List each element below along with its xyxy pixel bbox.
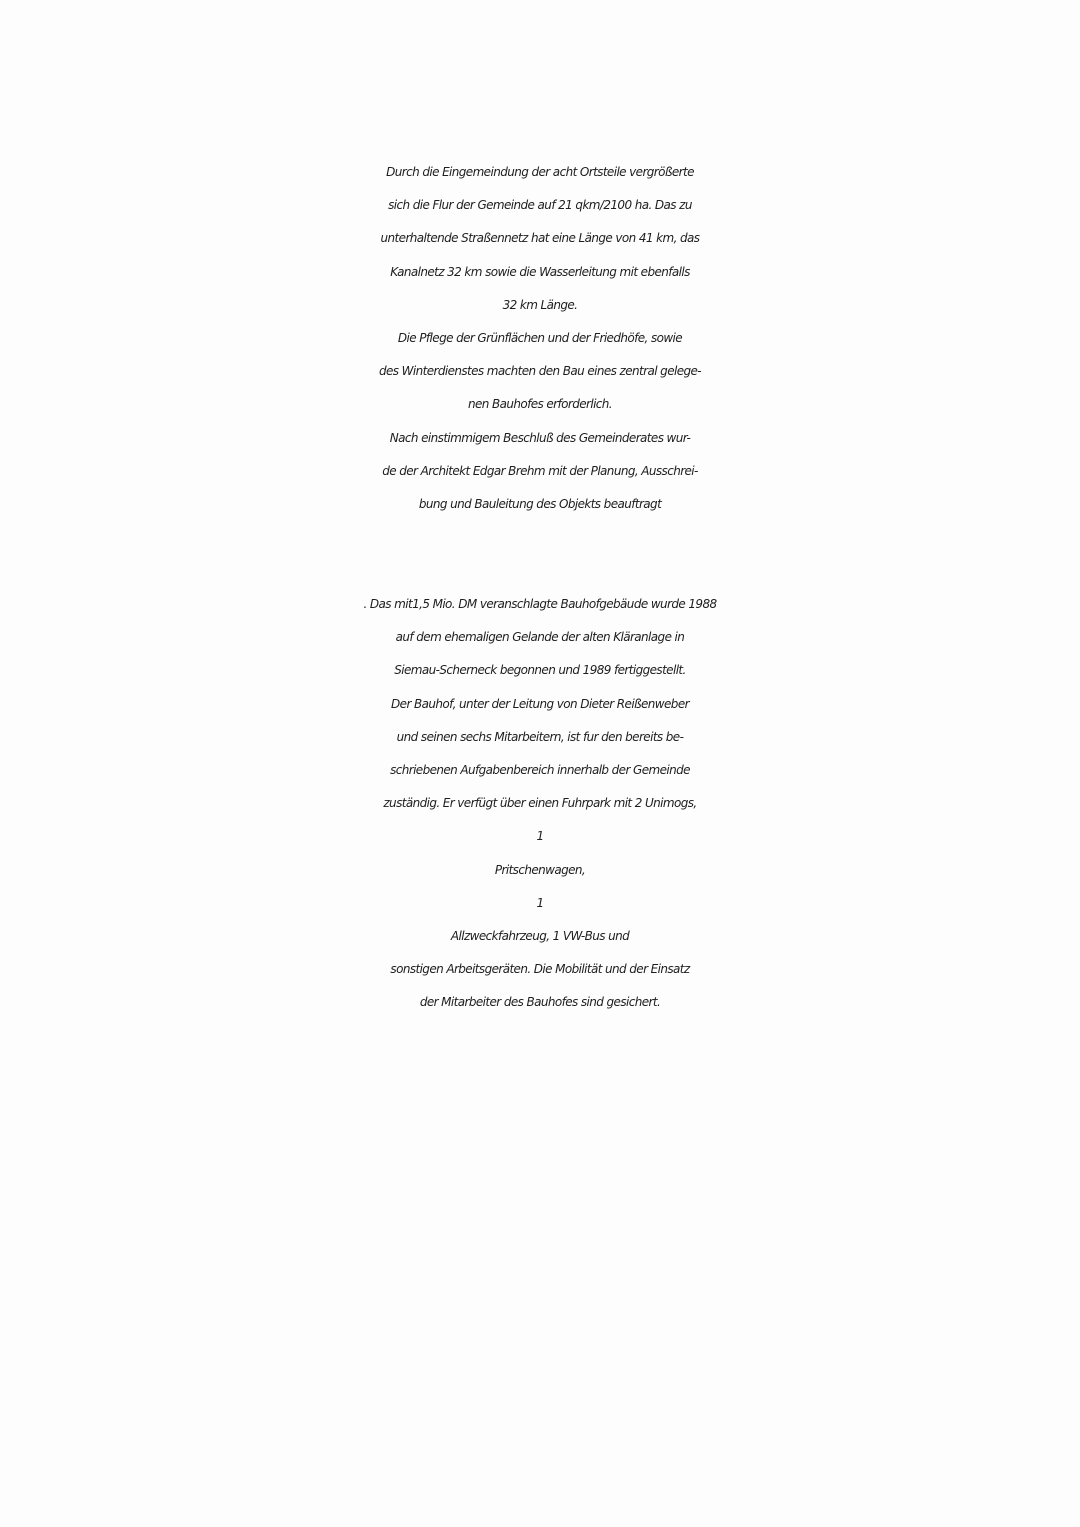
text-line: des Winterdienstes machten den Bau eines zentral gelege- [378,364,702,379]
text-line: . Das mit1,5 Mio. DM veranschlagte Bauhofgebäude wurde 1988 [363,597,717,611]
text-line: bung und Bauleitung des Objekts beauftragt [418,496,662,511]
text-line: Allzweckfahrzeug, 1 VW-Bus und [450,928,630,943]
text-line: nen Bauhofes erforderlich. [467,397,613,412]
text-line: Die Pflege der Grünflächen und der Friedhöfe, sowie [397,330,683,345]
text-line: sonstigen Arbeitsgeräten. Die Mobilität und der Einsatz [390,962,690,977]
text-line: sich die Flur der Gemeinde auf 21 qkm/2100 ha. Das zu [388,198,692,213]
text-line: 32 km Länge. [502,297,578,312]
text-line: zuständig. Er verfügt über einen Fuhrpark mit 2 Unimogs, [383,796,697,811]
text-line: 1 [536,829,544,844]
text-line: schriebenen Aufgabenbereich innerhalb der Gemeinde [390,762,690,777]
text-line: Der Bauhof, unter der Leitung von Dieter Reißenweber [391,696,689,711]
text-line: unterhaltende Straßennetz hat eine Länge von 41 km, das [380,231,700,246]
text-line: Pritschenwagen, [494,862,586,877]
paragraph-block-2 [0,588,1080,1019]
text-line: Durch die Eingemeindung der acht Ortsteile vergrößerte [386,165,694,179]
text-line: 1 [536,895,544,910]
text-line: Siemau-Scherneck begonnen und 1989 fertiggestellt. [394,663,686,678]
text-line: de der Architekt Edgar Brehm mit der Planung, Ausschrei- [382,463,698,478]
text-line: und seinen sechs Mitarbeitern, ist fur den bereits be- [396,729,684,744]
text-line: auf dem ehemaligen Gelande der alten Kläranlage in [395,630,685,645]
text-line: Kanalnetz 32 km sowie die Wasserleitung mit ebenfalls [390,264,690,279]
text-line: der Mitarbeiter des Bauhofes sind gesichert. [419,995,661,1010]
paragraph-block-1 [0,156,1080,521]
text-line: Nach einstimmigem Beschluß des Gemeinderates wur- [389,430,691,445]
